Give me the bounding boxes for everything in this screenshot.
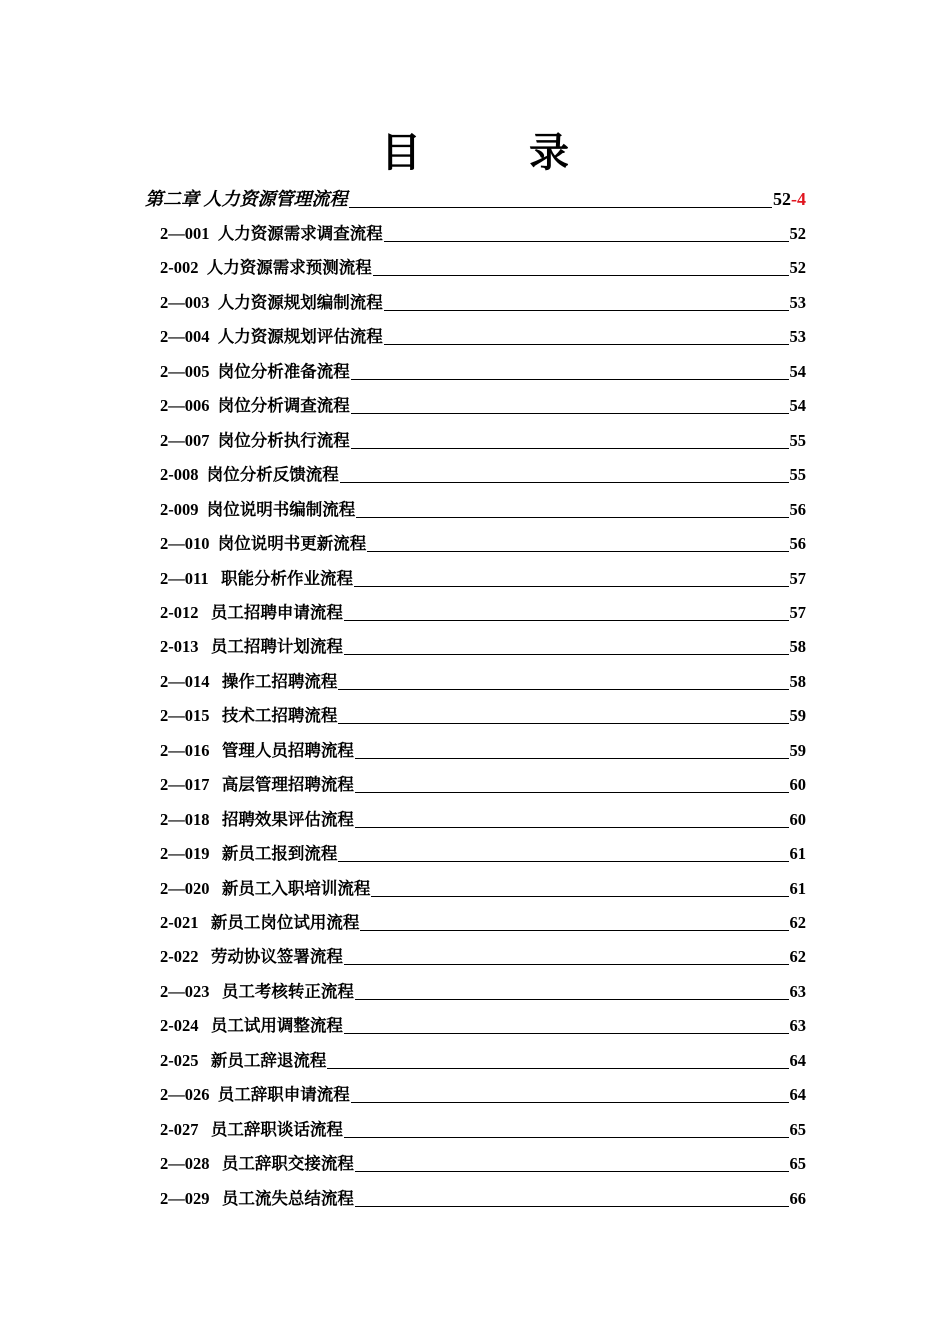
entry-title: 新员工辞退流程	[210, 1050, 327, 1070]
entry-page-number: 64	[789, 1085, 806, 1105]
entry-number: 2-009	[160, 499, 207, 519]
toc-entry[interactable]	[160, 875, 806, 899]
entry-number: 2-008	[160, 465, 207, 485]
toc-entry[interactable]	[160, 254, 806, 278]
entry-number: 2-025	[160, 1050, 211, 1070]
toc-entry[interactable]	[160, 737, 806, 761]
dot-leader	[344, 1137, 789, 1138]
entry-number: 2-021	[160, 913, 211, 932]
entry-number: 2—007	[160, 430, 218, 450]
entry-number: 2—018	[160, 809, 222, 829]
entry-title: 人力资源规划编制流程	[217, 292, 383, 312]
dot-leader	[338, 723, 788, 724]
entry-title: 岗位分析反馈流程	[206, 465, 339, 485]
entry-title: 操作工招聘流程	[221, 671, 338, 691]
entry-page-number: 55	[789, 430, 806, 450]
toc-entry[interactable]	[160, 1150, 806, 1174]
entry-number: 2—003	[160, 292, 218, 312]
dot-leader	[344, 964, 789, 965]
toc-entry[interactable]	[160, 220, 806, 244]
toc-entry[interactable]	[160, 323, 806, 347]
entry-number: 2—010	[160, 534, 218, 554]
dot-leader	[349, 207, 773, 208]
entry-title: 员工辞职交接流程	[221, 1154, 354, 1174]
entry-page-number: 61	[789, 878, 806, 898]
dot-leader	[354, 586, 789, 587]
entry-page-number: 60	[789, 775, 806, 795]
entry-page-number: 58	[789, 637, 806, 657]
entry-number: 2—026	[160, 1085, 218, 1105]
toc-entry[interactable]	[160, 358, 806, 382]
chapter-page-number	[773, 189, 806, 210]
toc-entry[interactable]	[160, 496, 806, 520]
entry-title: 员工考核转正流程	[221, 981, 354, 1001]
dot-leader	[351, 448, 789, 449]
entry-number: 2—006	[160, 396, 218, 416]
toc-entry[interactable]	[160, 1012, 806, 1036]
toc-entry[interactable]	[160, 1116, 806, 1140]
chapter-page: 52	[773, 189, 791, 209]
dot-leader	[355, 758, 789, 759]
dot-leader	[355, 999, 789, 1000]
entry-number: 2—005	[160, 361, 218, 381]
entry-page-number: 63	[789, 981, 806, 1001]
dot-leader	[355, 1206, 789, 1207]
dot-leader	[340, 482, 789, 483]
entry-title: 新员工入职培训流程	[221, 878, 371, 898]
entry-page-number: 54	[789, 396, 806, 416]
toc-entry[interactable]	[160, 978, 806, 1002]
entry-title: 职能分析作业流程	[220, 568, 353, 588]
entry-number: 2-024	[160, 1016, 211, 1036]
dot-leader	[355, 792, 789, 793]
entry-title: 人力资源需求调查流程	[217, 224, 383, 243]
entry-number: 2-002	[160, 258, 207, 278]
dot-leader	[360, 930, 788, 931]
entry-number: 2—019	[160, 844, 222, 864]
entry-title: 岗位说明书编制流程	[206, 499, 356, 519]
dot-leader	[351, 379, 789, 380]
dot-leader	[355, 827, 789, 828]
entry-page-number: 58	[789, 671, 806, 691]
entry-page-number: 63	[789, 1016, 806, 1036]
entry-number: 2-012	[160, 602, 211, 622]
entry-page-number: 59	[789, 706, 806, 726]
entry-page-number: 60	[789, 809, 806, 829]
entry-title: 劳动协议签署流程	[210, 947, 343, 967]
entry-number: 2-022	[160, 947, 211, 967]
entry-number: 2—029	[160, 1188, 222, 1208]
chapter-label: 第二章 人力资源管理流程	[145, 189, 348, 209]
entry-page-number: 65	[789, 1119, 806, 1139]
entry-page-number: 64	[789, 1050, 806, 1070]
toc-chapter-entry[interactable]	[145, 185, 806, 211]
entry-page-number: 52	[789, 258, 806, 278]
entry-page-number: 56	[789, 499, 806, 519]
entry-title: 岗位分析调查流程	[217, 396, 350, 416]
dot-leader	[384, 344, 789, 345]
dot-leader	[351, 1102, 789, 1103]
dot-leader	[344, 654, 789, 655]
entry-title: 员工辞职申请流程	[217, 1085, 350, 1105]
entry-number: 2—015	[160, 706, 222, 726]
entry-title: 岗位分析准备流程	[217, 361, 350, 381]
entry-page-number: 62	[789, 913, 806, 932]
entry-title: 管理人员招聘流程	[221, 740, 354, 760]
entry-page-number: 57	[789, 568, 806, 588]
entry-title: 新员工岗位试用流程	[210, 913, 360, 932]
entry-number: 2—001	[160, 224, 218, 243]
toc-entry[interactable]	[160, 943, 806, 967]
entry-number: 2—011	[160, 568, 221, 588]
toc-entry[interactable]	[160, 565, 806, 589]
entry-number: 2—004	[160, 327, 218, 347]
entry-title: 员工辞职谈话流程	[210, 1119, 343, 1139]
toc-entry[interactable]	[160, 909, 806, 933]
dot-leader	[367, 551, 788, 552]
toc-entry[interactable]	[160, 1081, 806, 1105]
dot-leader	[344, 1033, 789, 1034]
toc-entry[interactable]	[160, 702, 806, 726]
toc-entry[interactable]	[160, 1185, 806, 1209]
dot-leader	[384, 310, 789, 311]
entry-title: 员工招聘申请流程	[210, 602, 343, 622]
entry-page-number: 59	[789, 740, 806, 760]
toc-entry[interactable]	[160, 392, 806, 416]
entry-number: 2—020	[160, 878, 222, 898]
dot-leader	[384, 241, 789, 242]
entry-page-number: 57	[789, 602, 806, 622]
entry-title: 招聘效果评估流程	[221, 809, 354, 829]
entry-page-number: 65	[789, 1154, 806, 1174]
entry-title: 员工流失总结流程	[221, 1188, 354, 1208]
dot-leader	[356, 517, 788, 518]
toc-entry[interactable]	[160, 427, 806, 451]
toc-entry[interactable]	[160, 599, 806, 623]
entry-number: 2—014	[160, 671, 222, 691]
dot-leader	[373, 275, 789, 276]
entry-page-number: 62	[789, 947, 806, 967]
entry-number: 2-027	[160, 1119, 211, 1139]
entry-title: 岗位分析执行流程	[217, 430, 350, 450]
dot-leader	[371, 896, 788, 897]
dot-leader	[355, 1171, 789, 1172]
entry-page-number: 56	[789, 534, 806, 554]
entry-title: 员工招聘计划流程	[210, 637, 343, 657]
dot-leader	[338, 689, 788, 690]
entry-number: 2—023	[160, 981, 222, 1001]
entry-number: 2-013	[160, 637, 211, 657]
entry-title: 岗位说明书更新流程	[217, 534, 367, 554]
entry-title: 新员工报到流程	[221, 844, 338, 864]
dot-leader	[344, 620, 789, 621]
entry-page-number: 55	[789, 465, 806, 485]
toc-entry[interactable]	[160, 668, 806, 692]
toc-entry[interactable]	[160, 806, 806, 830]
dot-leader	[338, 861, 788, 862]
entry-number: 2—028	[160, 1154, 222, 1174]
toc-title: 目 录	[381, 130, 603, 175]
entry-page-number: 66	[789, 1188, 806, 1208]
entry-title: 高层管理招聘流程	[221, 775, 354, 795]
toc-entry[interactable]	[160, 1047, 806, 1071]
dot-leader	[351, 413, 789, 414]
entry-page-number: 53	[789, 292, 806, 312]
toc-entry[interactable]	[160, 633, 806, 657]
toc-entry[interactable]	[160, 771, 806, 795]
entry-title: 技术工招聘流程	[221, 706, 338, 726]
entry-page-number: 52	[789, 224, 806, 243]
toc-entry[interactable]	[160, 530, 806, 554]
toc-entry[interactable]	[160, 461, 806, 485]
toc-entry[interactable]	[160, 289, 806, 313]
entry-page-number: 53	[789, 327, 806, 347]
entry-title: 员工试用调整流程	[210, 1016, 343, 1036]
entry-number: 2—017	[160, 775, 222, 795]
entry-page-number: 61	[789, 844, 806, 864]
toc-entry[interactable]	[160, 840, 806, 864]
entry-page-number: 54	[789, 361, 806, 381]
chapter-page-suffix: -4	[791, 189, 806, 209]
dot-leader	[327, 1068, 788, 1069]
entry-number: 2—016	[160, 740, 222, 760]
entry-title: 人力资源需求预测流程	[206, 258, 372, 278]
entry-title: 人力资源规划评估流程	[217, 327, 383, 347]
